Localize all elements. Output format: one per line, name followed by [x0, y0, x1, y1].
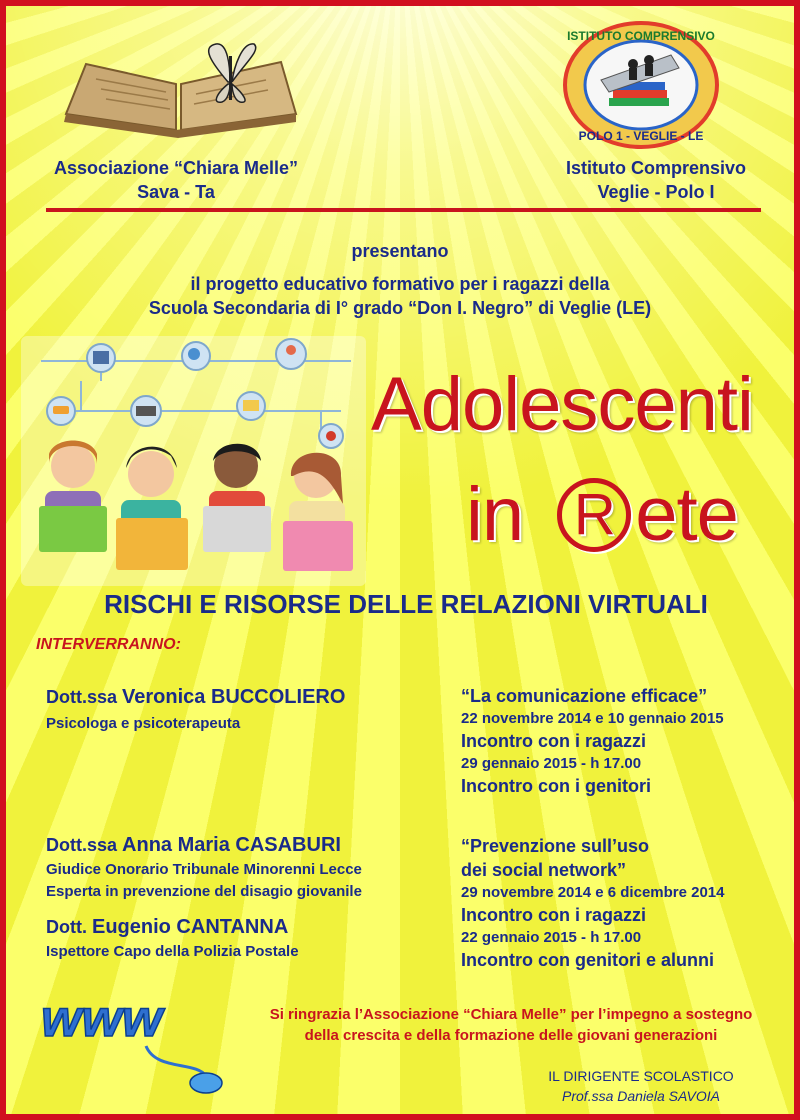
- event-date: 22 gennaio 2015 - h 17.00: [461, 929, 642, 946]
- speaker-2: [46, 834, 456, 903]
- laptop-orange: [116, 518, 188, 570]
- presentano-text: presentano: [351, 241, 449, 261]
- laptop-pink: [283, 521, 353, 571]
- kids-network-illustration: [21, 336, 366, 586]
- speaker-role: Psicologa e psicoterapeuta: [46, 715, 241, 732]
- speaker-name: Eugenio CANTANNA: [91, 916, 289, 938]
- laptop-grey: [203, 506, 271, 552]
- event-topic: “La comunicazione efficace”: [461, 686, 708, 706]
- signature-name: Prof.ssa Daniela SAVOIA: [562, 1088, 720, 1104]
- speaker-role: Giudice Onorario Tribunale Minorenni Lecce: [46, 861, 362, 878]
- school-header: [506, 156, 800, 204]
- www-text: www: [41, 991, 163, 1048]
- school-name: Istituto Comprensivo: [565, 158, 746, 178]
- speaker-role: Esperta in prevenzione del disagio giovanile: [46, 883, 362, 900]
- event-date: 29 novembre 2014 e 6 dicembre 2014: [461, 884, 725, 901]
- event-topic: “Prevenzione sull’uso: [461, 836, 650, 856]
- www-mouse-graphic: [36, 991, 226, 1101]
- header-divider: [46, 208, 761, 212]
- thanks-line-2: della crescita e della formazione delle giovani generazioni: [304, 1027, 718, 1044]
- book-butterfly-logo: [56, 34, 306, 144]
- title-ete: ete: [635, 472, 738, 557]
- logo-text-top: ISTITUTO COMPRENSIVO: [567, 29, 715, 43]
- event-1: [461, 684, 791, 798]
- speaker-title: Dott.: [46, 917, 92, 937]
- main-title-line-2: [466, 471, 738, 558]
- speaker-title: Dott.ssa: [46, 687, 123, 707]
- signature-block: [476, 1066, 800, 1106]
- signature-role: IL DIRIGENTE SCOLASTICO: [548, 1068, 734, 1084]
- association-city: Sava - Ta: [137, 182, 215, 202]
- thanks-text: [236, 1004, 786, 1046]
- main-title-line-1: Adolescenti: [371, 362, 753, 447]
- event-audience: Incontro con i ragazzi: [461, 731, 647, 751]
- event-2: [461, 834, 791, 972]
- speaker-1: [46, 686, 446, 735]
- mouse-icon: [190, 1073, 222, 1093]
- intro-line-2: Scuola Secondaria di I° grado “Don I. Negro” di Veglie (LE): [148, 298, 652, 318]
- speaker-role: Ispettore Capo della Polizia Postale: [46, 943, 299, 960]
- title-in: in: [466, 472, 544, 557]
- registered-r-symbol: R: [557, 478, 631, 552]
- istituto-comprensivo-logo: [561, 20, 721, 150]
- subtitle: RISCHI E RISORSE DELLE RELAZIONI VIRTUALI: [104, 589, 708, 619]
- school-location: Veglie - Polo I: [597, 182, 715, 202]
- event-date: 22 novembre 2014 e 10 gennaio 2015: [461, 710, 724, 727]
- association-header: [26, 156, 326, 204]
- logo-text-bottom: POLO 1 - VEGLIE - LE: [578, 129, 704, 143]
- intro-line-1: il progetto educativo formativo per i ragazzi della: [190, 274, 610, 294]
- laptop-green: [39, 506, 107, 552]
- interverranno-label: INTERVERRANNO:: [36, 636, 181, 653]
- speaker-name: Veronica BUCCOLIERO: [122, 686, 346, 708]
- event-topic: dei social network”: [461, 860, 627, 880]
- event-audience: Incontro con i genitori: [461, 776, 651, 796]
- event-date: 29 gennaio 2015 - h 17.00: [461, 755, 642, 772]
- speaker-title: Dott.ssa: [46, 835, 123, 855]
- association-name: Associazione “Chiara Melle”: [53, 158, 299, 178]
- thanks-line-1: Si ringrazia l’Associazione “Chiara Melle” per l’impegno a sostegno: [269, 1006, 753, 1023]
- event-audience: Incontro con genitori e alunni: [461, 950, 715, 970]
- speaker-name: Anna Maria CASABURI: [122, 834, 341, 856]
- event-audience: Incontro con i ragazzi: [461, 905, 647, 925]
- speaker-3: [46, 916, 446, 963]
